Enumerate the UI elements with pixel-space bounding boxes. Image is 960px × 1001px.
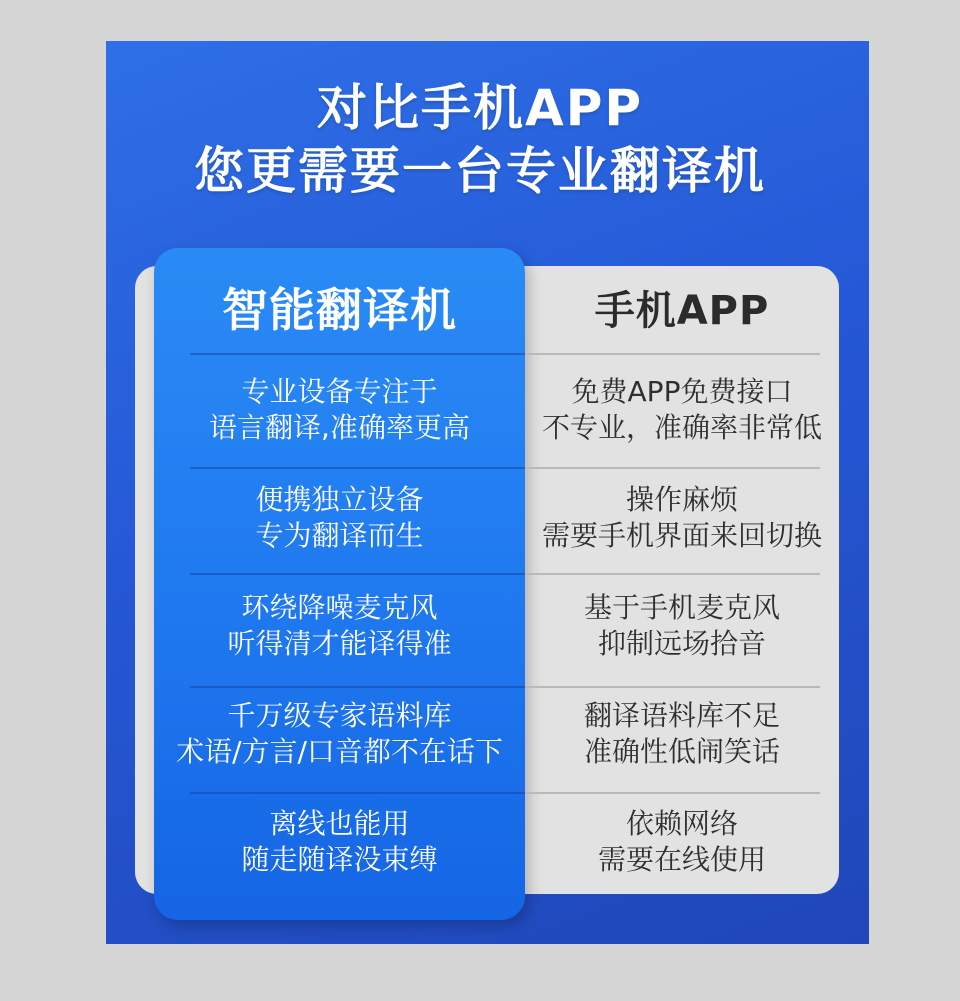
feature-line: 千万级专家语料库 [227,699,452,732]
feature-line: 语言翻译,准确率更高 [209,411,470,444]
phone-app-feature-1 [525,374,839,446]
phone-app-feature-3 [525,590,839,662]
phone-app-feature-4 [525,698,839,770]
translator-feature-3 [154,590,525,662]
row-divider [190,792,525,794]
feature-line: 翻译语料库不足 [583,699,780,732]
phone-app-feature-2 [525,482,839,554]
translator-feature-5 [154,806,525,878]
feature-line: 离线也能用 [269,807,410,840]
translator-column-title: 智能翻译机 [222,283,457,337]
row-divider [525,573,820,575]
feature-line: 免费APP免费接口 [571,375,793,408]
row-divider [190,573,525,575]
row-divider [525,792,820,794]
feature-line: 需要手机界面来回切换 [541,519,822,552]
feature-line: 专业设备专注于 [241,375,438,408]
feature-line: 操作麻烦 [625,483,738,516]
feature-line: 不专业，准确率非常低 [541,411,822,444]
row-divider [190,353,525,355]
row-divider [525,467,820,469]
translator-feature-2 [154,482,525,554]
feature-line: 准确性低闹笑话 [583,735,780,768]
translator-feature-4 [154,698,525,770]
feature-line: 听得清才能译得准 [227,627,452,660]
feature-line: 依赖网络 [625,807,738,840]
feature-line: 随走随译没束缚 [241,843,438,876]
row-divider [190,686,525,688]
row-divider [525,353,820,355]
feature-line: 专为翻译而生 [255,519,424,552]
feature-line: 抑制远场拾音 [597,627,766,660]
row-divider [190,467,525,469]
headline-line-1: 对比手机APP [317,79,643,137]
phone-app-column-title: 手机APP [594,288,770,334]
feature-line: 需要在线使用 [597,843,766,876]
feature-line: 便携独立设备 [255,483,424,516]
phone-app-feature-5 [525,806,839,878]
headline-line-2: 您更需要一台专业翻译机 [194,142,766,200]
feature-line: 术语/方言/口音都不在话下 [176,735,503,768]
row-divider [525,686,820,688]
translator-feature-1 [154,374,525,446]
feature-line: 基于手机麦克风 [583,591,780,624]
feature-line: 环绕降噪麦克风 [241,591,438,624]
